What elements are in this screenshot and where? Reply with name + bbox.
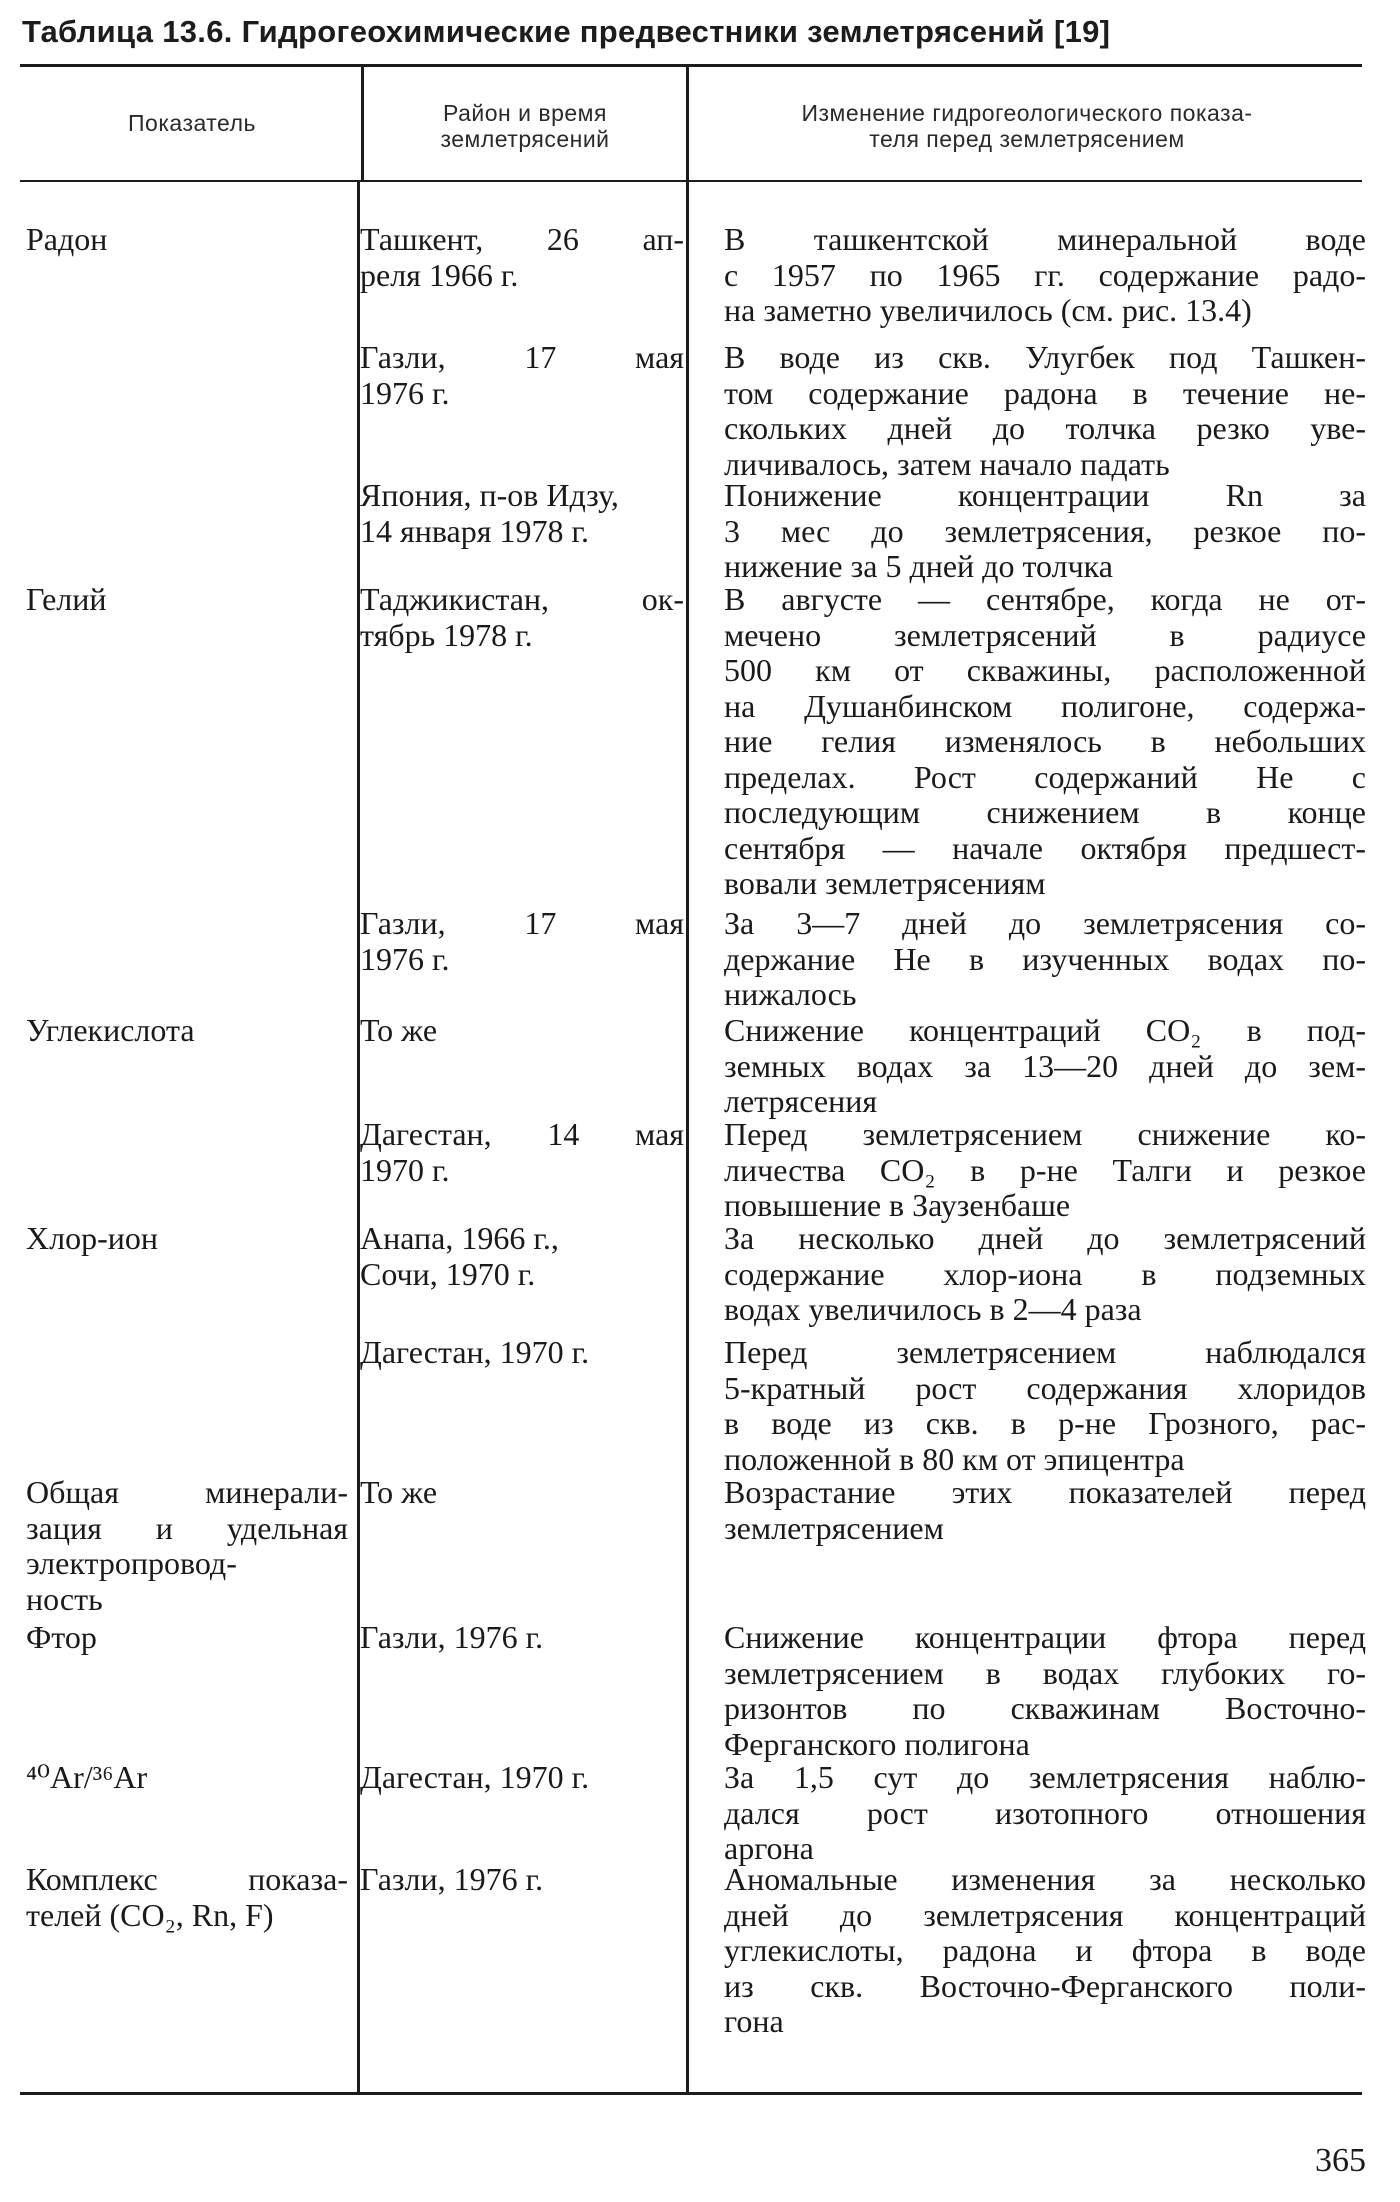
bottom-rule (20, 2092, 1362, 2095)
change-cell-line: Перед землетрясением наблюдался (724, 1334, 1366, 1370)
region-time-cell-line: 1976 г. (360, 374, 450, 411)
change-cell-line: аргона (724, 1830, 814, 1866)
change-cell-line: 500 км от скважины, расположенной (724, 652, 1366, 688)
change-cell-line: нижалось (724, 976, 857, 1012)
region-time-cell-line: Таджикистан, ок- (360, 581, 684, 617)
indicator-cell-line: Фтор (26, 1619, 97, 1655)
change-cell-line: личества CO₂ в р-не Талги и резкое (724, 1151, 1366, 1188)
change-cell (724, 1862, 1366, 2040)
change-cell-line: на заметно увеличилось (см. рис. 13.4) (724, 292, 1252, 328)
change-cell-line: землетрясением (724, 1509, 944, 1546)
indicator-cell (26, 222, 348, 258)
change-cell-line: мечено землетрясений в радиусе (724, 616, 1366, 653)
change-cell-line: последующим снижением в конце (724, 794, 1366, 830)
change-cell-line: Понижение концентрации Rn за (724, 477, 1366, 513)
change-cell-line: За 3—7 дней до землетрясения со- (724, 905, 1366, 941)
region-time-cell (360, 582, 684, 653)
change-cell-line: нижение за 5 дней до толчка (724, 548, 1113, 584)
indicator-cell-line: Комплекс показа- (26, 1861, 348, 1897)
change-cell (724, 1335, 1366, 1477)
page-number: 365 (1315, 2142, 1366, 2179)
change-cell-line: 3 мес до землетрясения, резкое по- (724, 512, 1366, 549)
header-divider-2 (686, 66, 689, 180)
change-cell (724, 1620, 1366, 1762)
region-time-cell-line: 14 января 1978 г. (360, 512, 589, 549)
change-cell-line: углекислоты, радона и фтора в воде (724, 1932, 1366, 1968)
change-cell-line: ние гелия изменялось в небольших (724, 723, 1366, 759)
region-time-cell-line: Ташкент, 26 ап- (360, 221, 684, 257)
change-cell-line: вовали землетрясениям (724, 865, 1046, 901)
change-cell-line: Аномальные изменения за несколько (724, 1861, 1366, 1897)
region-time-cell-line: Газли, 17 мая (360, 905, 684, 941)
indicator-cell (26, 1760, 348, 1796)
change-cell-line: повышение в Заузенбаше (724, 1187, 1071, 1223)
region-time-cell-line: То же (360, 1474, 438, 1510)
change-cell (724, 1760, 1366, 1867)
indicator-cell-line: Хлор-ион (26, 1220, 158, 1256)
change-cell-line: с 1957 по 1965 гг. содержание радо- (724, 256, 1366, 293)
region-time-cell (360, 1760, 684, 1796)
region-time-cell (360, 1335, 684, 1371)
indicator-cell-line: электропровод- (26, 1545, 237, 1581)
indicator-cell (26, 1013, 348, 1049)
indicator-cell (26, 1620, 348, 1656)
change-cell-line: земных водах за 13—20 дней до зем- (724, 1047, 1366, 1084)
change-cell-line: на Душанбинском полигоне, содержа- (724, 687, 1366, 724)
table-caption: Таблица 13.6. Гидрогеохимические предвестники землетрясений [19] (22, 14, 1111, 49)
change-cell-line: гона (724, 2003, 784, 2039)
indicator-cell (26, 1862, 348, 1933)
indicator-cell-line: зация и удельная (26, 1509, 348, 1546)
change-cell (724, 1475, 1366, 1546)
change-cell (724, 340, 1366, 482)
change-cell (724, 582, 1366, 902)
change-cell (724, 1221, 1366, 1328)
region-time-cell (360, 1862, 684, 1898)
change-cell (724, 906, 1366, 1013)
indicator-cell-line: телей (CO₂, Rn, F) (26, 1896, 274, 1933)
change-cell-line: сентября — начале октября предшест- (724, 829, 1366, 866)
header-divider-1 (361, 66, 364, 180)
indicator-cell-line: Гелий (26, 581, 107, 617)
change-cell-line: Перед землетрясением снижение ко- (724, 1116, 1366, 1152)
change-cell-line: скольких дней до толчка резко уве- (724, 410, 1366, 446)
indicator-cell-line: Углекислота (26, 1012, 195, 1048)
region-time-cell-line: Дагестан, 14 мая (360, 1116, 684, 1152)
region-time-cell (360, 1620, 684, 1656)
header-rule (20, 180, 1362, 182)
column-header-region: Район и время землетрясений (440, 100, 610, 152)
change-cell-line: в воде из скв. в р-не Грозного, рас- (724, 1405, 1366, 1441)
region-time-cell (360, 340, 684, 411)
change-cell (724, 222, 1366, 329)
change-cell-line: Возрастание этих показателей перед (724, 1474, 1366, 1510)
change-cell-line: держание He в изученных водах по- (724, 940, 1366, 977)
region-time-cell-line: Япония, п-ов Идзу, (360, 477, 619, 513)
region-time-cell (360, 1117, 684, 1188)
change-cell-line: Ферганского полигона (724, 1725, 1030, 1762)
region-time-cell (360, 1013, 684, 1049)
column-header-change: Изменение гидрогеологического показа- теля перед землетрясением (801, 100, 1253, 152)
change-cell-line: пределах. Рост содержаний He с (724, 758, 1366, 795)
change-cell-line: водах увеличилось в 2—4 раза (724, 1291, 1142, 1327)
indicator-cell-line: ность (26, 1580, 103, 1617)
indicator-cell-line: Общая минерали- (26, 1474, 348, 1510)
change-cell (724, 1013, 1366, 1120)
change-cell-line: В ташкентской минеральной воде (724, 221, 1366, 257)
region-time-cell (360, 478, 684, 549)
region-time-cell (360, 1475, 684, 1511)
change-cell (724, 1117, 1366, 1224)
change-cell-line: ризонтов по скважинам Восточно- (724, 1690, 1366, 1726)
change-cell-line: В воде из скв. Улугбек под Ташкен- (724, 339, 1366, 375)
change-cell-line: В августе — сентябре, когда не от- (724, 581, 1366, 617)
change-cell-line: летрясения (724, 1083, 878, 1119)
change-cell-line: из скв. Восточно-Ферганского поли- (724, 1967, 1366, 2004)
change-cell-line: Снижение концентраций CO₂ в под- (724, 1012, 1366, 1048)
change-cell-line: дней до землетрясения концентраций (724, 1896, 1366, 1933)
change-cell-line: содержание хлор-иона в подземных (724, 1255, 1366, 1292)
region-time-cell (360, 222, 684, 293)
indicator-cell (26, 1475, 348, 1617)
change-cell-line: том содержание радона в течение не- (724, 374, 1366, 411)
region-time-cell-line: Газли, 17 мая (360, 339, 684, 375)
region-time-cell-line: реля 1966 г. (360, 256, 519, 293)
indicator-cell (26, 582, 348, 618)
region-time-cell-line: 1976 г. (360, 940, 450, 977)
region-time-cell-line: Дагестан, 1970 г. (360, 1334, 590, 1370)
change-cell-line: дался рост изотопного отношения (724, 1794, 1366, 1831)
change-cell-line: личивалось, затем начало падать (724, 445, 1170, 482)
indicator-cell-line: Радон (26, 221, 108, 257)
region-time-cell-line: Газли, 1976 г. (360, 1861, 544, 1897)
region-time-cell-line: тябрь 1978 г. (360, 616, 533, 653)
region-time-cell (360, 1221, 684, 1292)
change-cell-line: 5-кратный рост содержания хлоридов (724, 1369, 1366, 1406)
change-cell-line: За несколько дней до землетрясений (724, 1220, 1366, 1256)
indicator-cell (26, 1221, 348, 1257)
region-time-cell-line: Сочи, 1970 г. (360, 1255, 536, 1292)
region-time-cell-line: 1970 г. (360, 1151, 450, 1188)
change-cell-line: землетрясением в водах глубоких го- (724, 1654, 1366, 1691)
region-time-cell (360, 906, 684, 977)
change-cell-line: Снижение концентрации фтора перед (724, 1619, 1366, 1655)
change-cell (724, 478, 1366, 585)
column-header-indicator: Показатель (128, 110, 256, 136)
region-time-cell-line: Дагестан, 1970 г. (360, 1759, 590, 1795)
change-cell-line: За 1,5 сут до землетрясения наблю- (724, 1759, 1366, 1795)
region-time-cell-line: Анапа, 1966 г., (360, 1220, 559, 1256)
top-rule (20, 64, 1362, 67)
column-divider-2 (686, 182, 689, 2092)
change-cell-line: положенной в 80 км от эпицентра (724, 1440, 1185, 1477)
region-time-cell-line: То же (360, 1012, 438, 1048)
indicator-cell-line: ⁴⁰Ar/³⁶Ar (26, 1759, 148, 1795)
region-time-cell-line: Газли, 1976 г. (360, 1619, 544, 1655)
